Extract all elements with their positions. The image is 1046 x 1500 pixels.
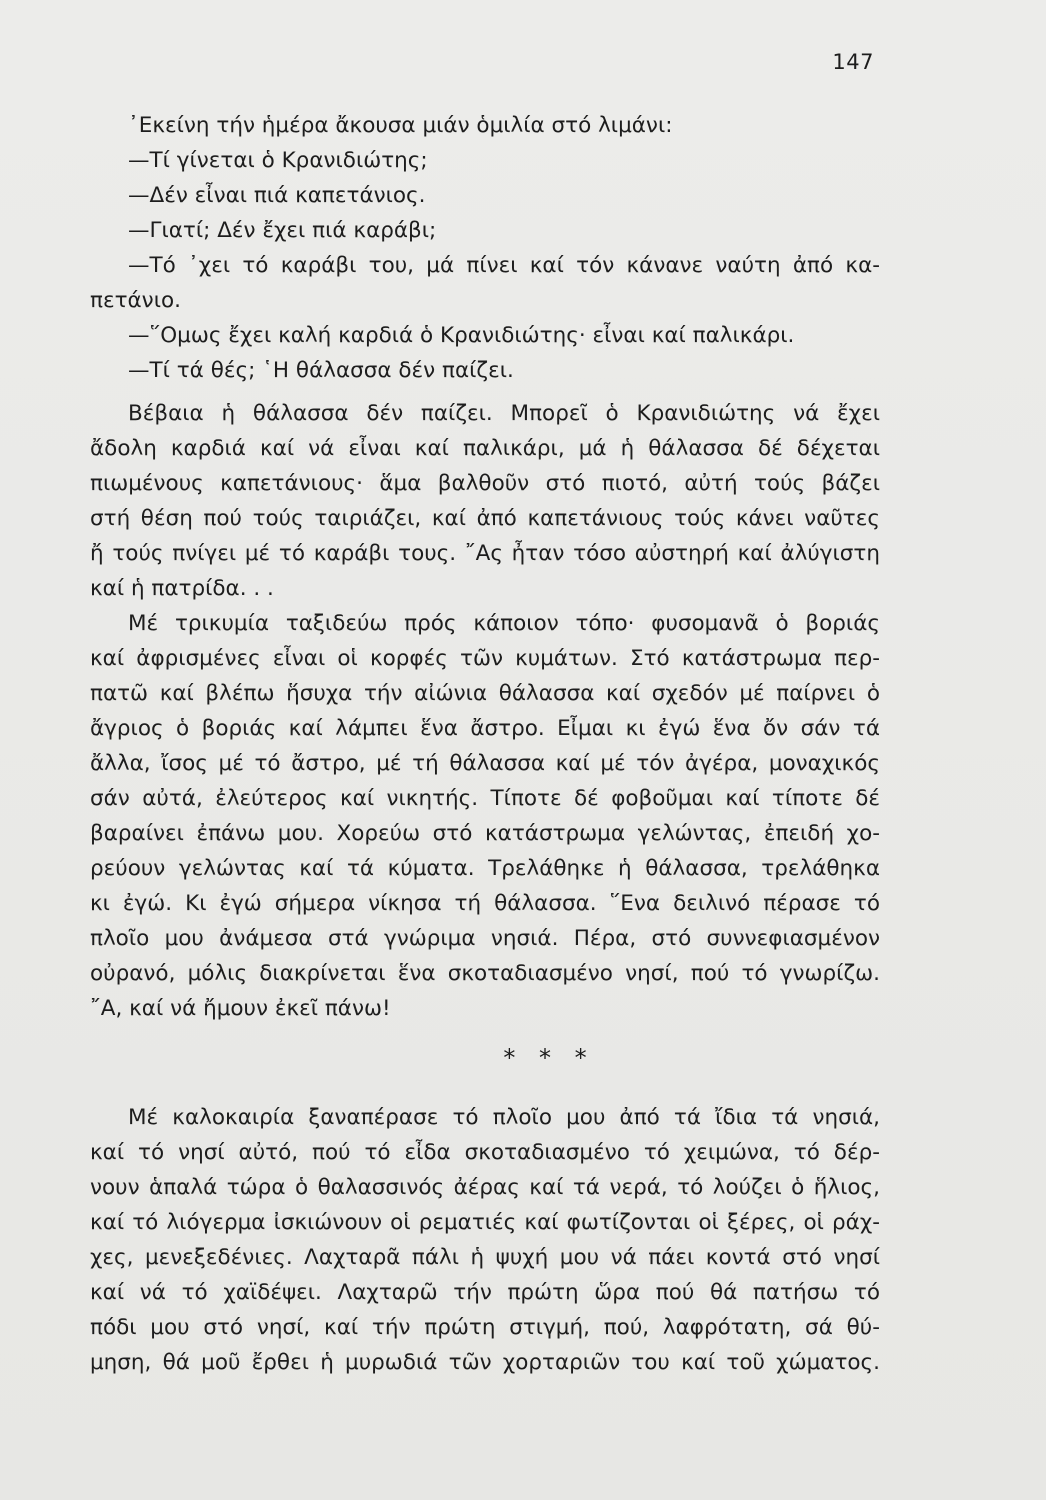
text-line: —Δέν εἶναι πιά καπετάνιος. xyxy=(128,183,426,208)
text-line: καί ἀφρισμένες εἶναι οἱ κορφές τῶν κυμάτων. Στό κατάστρωμα περ- xyxy=(90,646,880,671)
text-line: Μέ τρικυμία ταξιδεύω πρός κάποιον τόπο· φυσομανᾶ ὁ βοριάς xyxy=(128,611,880,636)
text-line: καί τό νησί αὐτό, πού τό εἶδα σκοταδιασμένο τό χειμώνα, τό δέρ- xyxy=(90,1140,880,1165)
paragraph-2 xyxy=(90,606,880,1026)
text-line: μηση, θά μοῦ ἔρθει ἡ μυρωδιά τῶν χορταριῶν του καί τοῦ χώματος. xyxy=(90,1350,880,1375)
text-line: νουν ἁπαλά τώρα ὁ θαλασσινός ἀέρας καί τά νερά, τό λούζει ὁ ἥλιος, xyxy=(90,1175,880,1200)
text-line: ᾿Εκείνη τήν ἡμέρα ἄκουσα μιάν ὁμιλία στό λιμάνι: xyxy=(128,113,673,138)
text-line: πετάνιο. xyxy=(90,288,181,313)
text-line: Βέβαια ἡ θάλασσα δέν παίζει. Μπορεῖ ὁ Κρανιδιώτης νά ἔχει xyxy=(128,401,880,426)
section-separator: * * * xyxy=(503,1044,595,1072)
text-line: καί ἡ πατρίδα. . . xyxy=(90,576,274,601)
text-line: —Γιατί; Δέν ἔχει πιά καράβι; xyxy=(128,218,437,243)
text-line: σάν αὐτά, ἐλεύτερος καί νικητής. Τίποτε δέ φοβοῦμαι καί τίποτε δέ xyxy=(90,786,880,811)
page-number: 147 xyxy=(832,50,874,74)
paragraph-1 xyxy=(90,396,880,606)
text-line: ἤ τούς πνίγει μέ τό καράβι τους. ῎Ας ἦταν τόσο αὐστηρή καί ἀλύγιστη xyxy=(90,541,880,566)
text-line: ἄγριος ὁ βοριάς καί λάμπει ἕνα ἄστρο. Εἶμαι κι ἐγώ ἕνα ὄν σάν τά xyxy=(90,716,880,741)
text-line: πλοῖο μου ἀνάμεσα στά γνώριμα νησιά. Πέρα, στό συννεφιασμένον xyxy=(90,926,880,951)
dialogue-block xyxy=(90,108,880,388)
text-line: πιωμένους καπετάνιους· ἅμα βαλθοῦν στό πιοτό, αὐτή τούς βάζει xyxy=(90,471,880,496)
text-line: Μέ καλοκαιρία ξαναπέρασε τό πλοῖο μου ἀπό τά ἴδια τά νησιά, xyxy=(128,1105,880,1130)
text-line: καί νά τό χαϊδέψει. Λαχταρῶ τήν πρώτη ὥρα πού θά πατήσω τό xyxy=(90,1280,880,1305)
text-line: ρεύουν γελώντας καί τά κύματα. Τρελάθηκε ἡ θάλασσα, τρελάθηκα xyxy=(90,856,880,881)
text-line: οὐρανό, μόλις διακρίνεται ἕνα σκοταδιασμένο νησί, πού τό γνωρίζω. xyxy=(90,961,880,986)
text-line: πόδι μου στό νησί, καί τήν πρώτη στιγμή, πού, λαφρότατη, σά θύ- xyxy=(90,1315,880,1340)
text-line: —Τί τά θές; ῾Η θάλασσα δέν παίζει. xyxy=(128,358,514,383)
paragraph-3 xyxy=(90,1100,880,1380)
text-line: ἄδολη καρδιά καί νά εἶναι καί παλικάρι, μά ἡ θάλασσα δέ δέχεται xyxy=(90,436,880,461)
text-line: βαραίνει ἐπάνω μου. Χορεύω στό κατάστρωμα γελώντας, ἐπειδή χο- xyxy=(90,821,880,846)
text-line: καί τό λιόγερμα ἰσκιώνουν οἱ ρεματιές καί φωτίζονται οἱ ξέρες, οἱ ράχ- xyxy=(90,1210,880,1235)
text-line: —῞Ομως ἔχει καλή καρδιά ὁ Κρανιδιώτης· εἶναι καί παλικάρι. xyxy=(128,323,795,348)
text-line: —Τό ᾿χει τό καράβι του, μά πίνει καί τόν κάνανε ναύτη ἀπό κα- xyxy=(128,253,880,278)
text-line: —Τί γίνεται ὁ Κρανιδιώτης; xyxy=(128,148,428,173)
text-line: κι ἐγώ. Κι ἐγώ σήμερα νίκησα τή θάλασσα. ῞Ενα δειλινό πέρασε τό xyxy=(90,891,880,916)
text-line: πατῶ καί βλέπω ἥσυχα τήν αἰώνια θάλασσα καί σχεδόν μέ παίρνει ὁ xyxy=(90,681,880,706)
text-line: χες, μενεξεδένιες. Λαχταρᾶ πάλι ἡ ψυχή μου νά πάει κοντά στό νησί xyxy=(90,1245,880,1270)
text-line: στή θέση πού τούς ταιριάζει, καί ἀπό καπετάνιους τούς κάνει ναῦτες xyxy=(90,506,880,531)
text-line: ῎Α, καί νά ἤμουν ἐκεῖ πάνω! xyxy=(90,996,391,1021)
text-line: ἄλλα, ἴσος μέ τό ἄστρο, μέ τή θάλασσα καί μέ τόν ἀγέρα, μοναχικός xyxy=(90,751,880,776)
